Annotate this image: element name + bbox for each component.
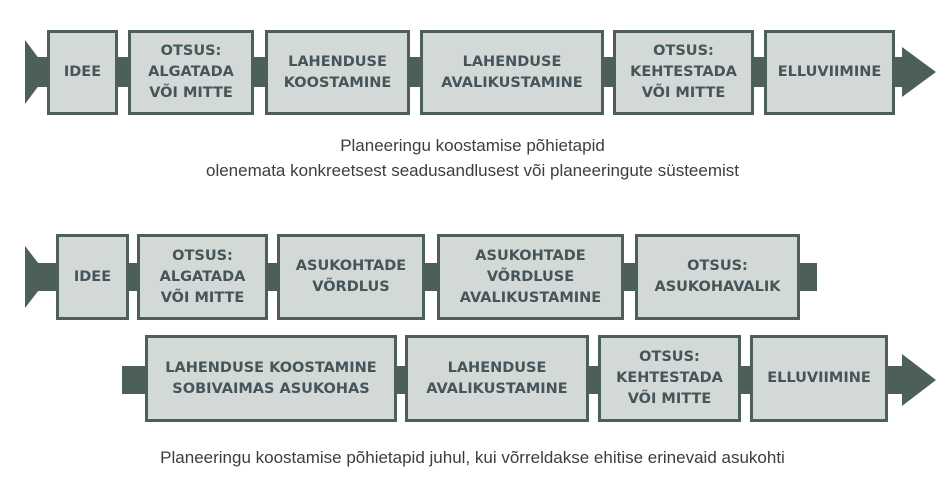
step-lahenduse-avalikustamine: LAHENDUSE AVALIKUSTAMINE <box>405 335 589 422</box>
caption-general-line2: olenemata konkreetsest seadusandlusest või planeeringute süsteemist <box>206 161 739 180</box>
caption-locations: Planeeringu koostamise põhietapid juhul, kui võrreldakse ehitise erinevaid asukohti <box>160 448 785 467</box>
caption-general-line1: Planeeringu koostamise põhietapid <box>340 136 605 155</box>
step-idee: IDEE <box>47 30 118 115</box>
step-lahenduse-avalikustamine: LAHENDUSE AVALIKUSTAMINE <box>420 30 604 115</box>
step-lahenduse-koostamine-asukohas: LAHENDUSE KOOSTAMINE SOBIVAIMAS ASUKOHAS <box>145 335 397 422</box>
step-idee: IDEE <box>56 234 129 320</box>
step-otsus-algatada: OTSUS: ALGATADA VÕI MITTE <box>137 234 268 320</box>
step-elluviimine: ELLUVIIMINE <box>764 30 895 115</box>
step-otsus-algatada: OTSUS: ALGATADA VÕI MITTE <box>128 30 254 115</box>
step-vordluse-avalikustamine: ASUKOHTADE VÕRDLUSE AVALIKUSTAMINE <box>437 234 624 320</box>
step-asukohtade-vordlus: ASUKOHTADE VÕRDLUS <box>277 234 425 320</box>
step-otsus-kehtestada: OTSUS: KEHTESTADA VÕI MITTE <box>613 30 754 115</box>
step-otsus-kehtestada: OTSUS: KEHTESTADA VÕI MITTE <box>598 335 741 422</box>
step-elluviimine: ELLUVIIMINE <box>750 335 888 422</box>
step-lahenduse-koostamine: LAHENDUSE KOOSTAMINE <box>265 30 410 115</box>
flow-arrowhead-icon <box>902 47 936 97</box>
flow-arrowhead-icon <box>902 354 936 406</box>
step-otsus-asukohavalik: OTSUS: ASUKOHAVALIK <box>635 234 800 320</box>
